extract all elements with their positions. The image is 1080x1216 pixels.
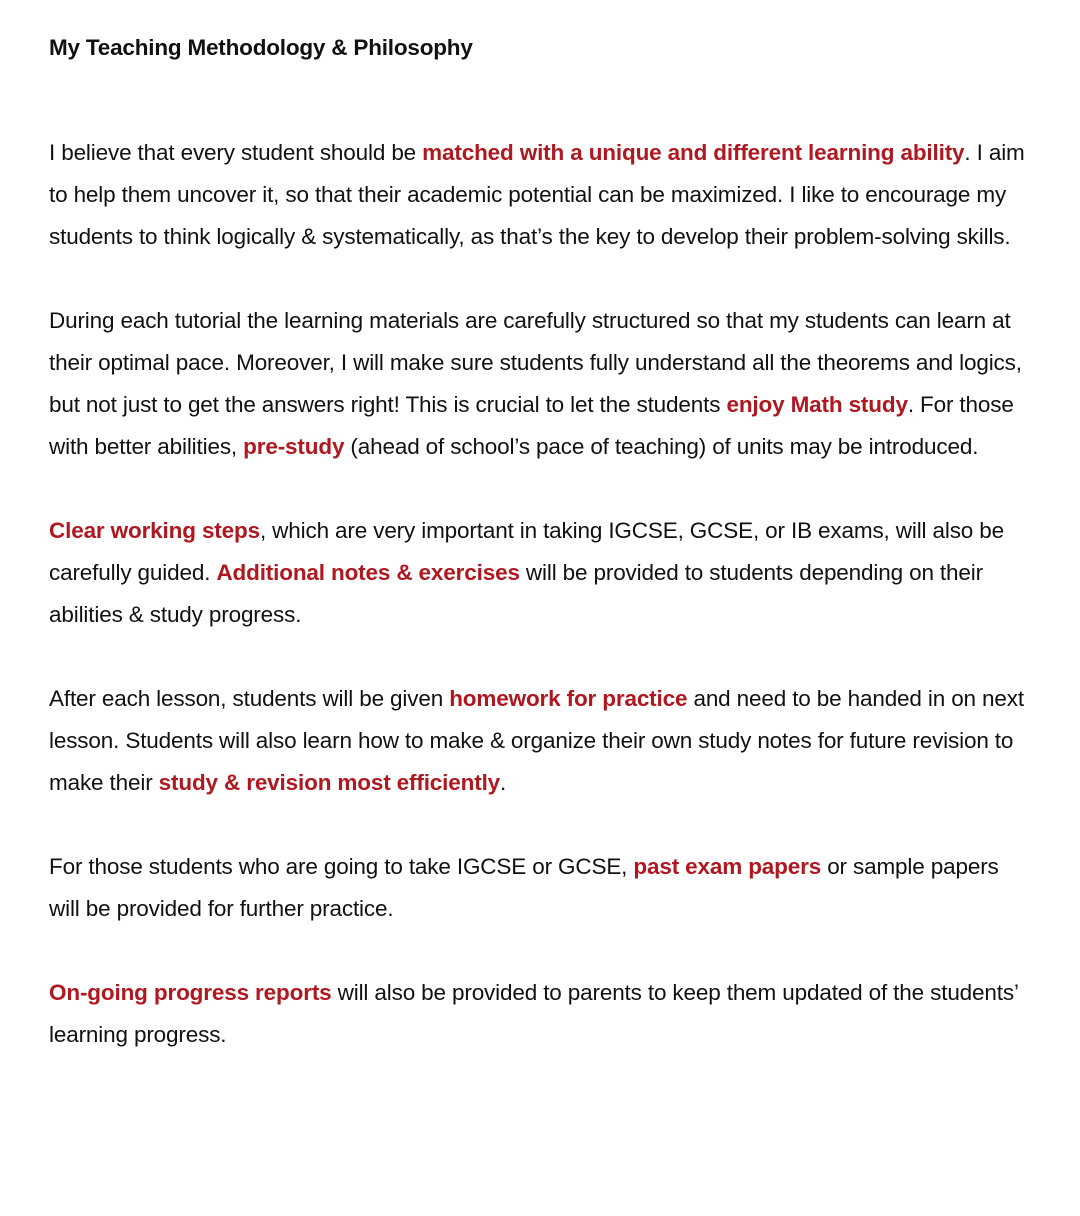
document-title: My Teaching Methodology & Philosophy	[49, 35, 473, 60]
highlight-past-exam-papers: past exam papers	[633, 854, 822, 879]
highlight-additional-notes: Additional notes & exercises	[216, 560, 520, 585]
text-segment: During each tutorial the learning materials are carefully structured so that my students can learn at their optimal pace. Moreover, I will make sure students fully understand all the theorems and logics, but not just to get the answers right! This is crucial to let the students	[49, 308, 1022, 417]
paragraph-tutorial-structure	[49, 300, 1034, 468]
text-segment: (ahead of school’s pace of teaching) of units may be introduced.	[344, 434, 979, 459]
text-segment: . I aim to help them uncover it, so that their academic potential can be maximized. I like to encourage my students to think logically & systematically, as that’s the key to develop their problem-solving skills.	[49, 140, 1025, 249]
document-page	[49, 30, 1034, 1056]
text-segment: After each lesson, students will be given	[49, 686, 450, 711]
text-segment: .	[500, 770, 507, 795]
highlight-pre-study: pre-study	[243, 434, 345, 459]
text-segment: or sample papers will be provided for further practice.	[49, 854, 999, 921]
highlight-learning-ability: matched with a unique and different learning ability	[422, 140, 965, 165]
paragraph-progress-reports	[49, 972, 1034, 1056]
text-segment: For those students who are going to take IGCSE or GCSE,	[49, 854, 634, 879]
text-segment: I believe that every student should be	[49, 140, 423, 165]
text-segment: , which are very important in taking IGCSE, GCSE, or IB exams, will also be carefully guided.	[49, 518, 1004, 585]
text-segment: will also be provided to parents to keep them updated of the students’ learning progress.	[49, 980, 1018, 1047]
paragraph-learning-ability	[49, 132, 1034, 258]
text-segment: will be provided to students depending on their abilities & study progress.	[49, 560, 983, 627]
highlight-homework: homework for practice	[449, 686, 688, 711]
paragraph-past-papers	[49, 846, 1034, 930]
paragraph-working-steps	[49, 510, 1034, 636]
paragraph-homework	[49, 678, 1034, 804]
highlight-progress-reports: On-going progress reports	[49, 980, 332, 1005]
text-segment: and need to be handed in on next lesson. Students will also learn how to make & organize their own study notes for future revision to make their	[49, 686, 1024, 795]
highlight-clear-working-steps: Clear working steps	[49, 518, 260, 543]
highlight-study-revision: study & revision most efficiently	[158, 770, 501, 795]
text-segment: . For those with better abilities,	[49, 392, 1014, 459]
highlight-enjoy-math: enjoy Math study	[726, 392, 908, 417]
